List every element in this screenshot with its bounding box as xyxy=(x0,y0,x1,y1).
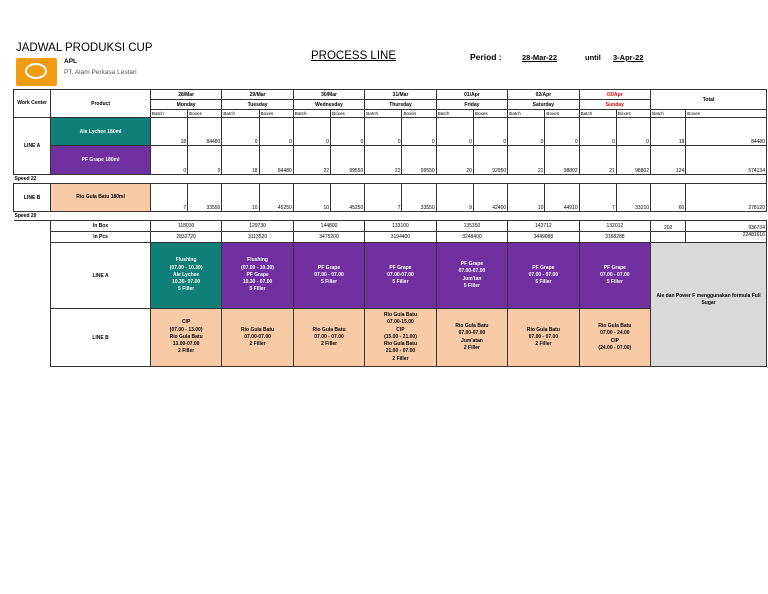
schedule-cell xyxy=(293,243,364,309)
schedule-line-a-label: LINE A xyxy=(51,243,151,309)
production-cell: 0 xyxy=(331,118,365,146)
production-cell: 45250 xyxy=(259,184,293,212)
schedule-line: Rio Gula Batu xyxy=(455,323,489,330)
process-title: PROCESS LINE xyxy=(311,50,396,62)
period-label: Period : xyxy=(470,52,502,62)
schedule-line: 07.00-07.00 xyxy=(458,330,486,337)
document-title: JADWAL PRODUKSI CUP xyxy=(16,42,153,54)
schedule-line: 07.00 - 07.00 xyxy=(314,271,344,278)
schedule-line: 2 Filler xyxy=(320,341,338,348)
production-cell: 10 xyxy=(293,184,330,212)
batch-subheader: Batch xyxy=(293,110,330,118)
day-date: 30/Mar xyxy=(293,90,364,100)
batch-subheader: Batch xyxy=(436,110,473,118)
schedule-line: (07.00 - 10.30) xyxy=(241,264,274,271)
total-batch: 60 xyxy=(651,184,686,212)
period-to: 3-Apr-22 xyxy=(613,53,644,62)
formula-note-text: Ale dan Power F menggunakan formula Full Sugar xyxy=(656,293,761,306)
until-label: until xyxy=(585,53,601,62)
schedule-line: Jum'atan xyxy=(461,337,483,344)
schedule-line: 5 Filler xyxy=(463,282,480,289)
day-date: 31/Mar xyxy=(365,90,436,100)
production-cell: 21 xyxy=(508,146,545,175)
production-cell: 98802 xyxy=(616,146,650,175)
schedule-line: Jum'tan xyxy=(462,275,482,282)
schedule-line: PF Grape xyxy=(389,264,412,271)
boxes-subheader: Boxes xyxy=(331,110,365,118)
schedule-line: CIP xyxy=(610,337,619,344)
day-name: Tuesday xyxy=(222,100,293,110)
production-cell: 0 xyxy=(365,118,402,146)
production-cell: 0 xyxy=(473,118,507,146)
production-cell: 0 xyxy=(436,118,473,146)
day-date: 01/Apr xyxy=(436,90,507,100)
schedule-line: CIP xyxy=(396,326,405,333)
production-cell: 42400 xyxy=(473,184,507,212)
production-cell: 33550 xyxy=(402,184,436,212)
schedule-line: 07.00 - 24.00 xyxy=(600,330,630,337)
schedule-line: 2 Filler xyxy=(463,344,480,351)
schedule-cell xyxy=(293,309,364,367)
production-cell: 0 xyxy=(150,146,187,175)
production-cell: 20 xyxy=(436,146,473,175)
product-pf-grape: PF Grape 180ml xyxy=(51,146,151,175)
speed-line-a: Speed 22 xyxy=(14,175,151,184)
schedule-line-b-label: LINE B xyxy=(51,309,151,367)
batch-subheader: Batch xyxy=(365,110,402,118)
schedule-cell xyxy=(436,309,507,367)
in-box-value: 144800 xyxy=(293,221,364,232)
line-a-label: LINE A xyxy=(14,118,51,175)
production-cell: 0 xyxy=(508,118,545,146)
schedule-line: 10.30- 07.00 xyxy=(172,279,201,286)
day-name: Thursday xyxy=(365,100,436,110)
in-pcs-value: 3449088 xyxy=(508,232,579,243)
schedule-line: Rio Gula Batu xyxy=(383,341,417,348)
schedule-cell xyxy=(579,309,650,367)
boxes-subheader: Boxes xyxy=(616,110,650,118)
schedule-line: (15.00 - 21.00) xyxy=(384,333,417,340)
production-cell: 7 xyxy=(365,184,402,212)
production-cell: 9 xyxy=(436,184,473,212)
day-name: Monday xyxy=(150,100,221,110)
schedule-line: Flushing xyxy=(247,257,268,264)
product-ale-lychee: Ale Lychee 180ml xyxy=(51,118,151,146)
schedule-line: 07.00-15.00 xyxy=(387,319,414,326)
schedule-line: (07.00 - 10.30) xyxy=(169,264,203,271)
schedule-line: Rio Gula Batu xyxy=(598,323,632,330)
day-name: Friday xyxy=(436,100,507,110)
schedule-line: PF Grape xyxy=(603,264,626,271)
schedule-cell xyxy=(508,243,579,309)
boxes-subheader: Boxes xyxy=(686,110,767,118)
schedule-line: CIP xyxy=(181,319,191,326)
schedule-line: 5 Filler xyxy=(249,286,266,293)
schedule-line: Flushing xyxy=(175,257,197,264)
schedule-cell xyxy=(365,309,436,367)
production-cell: 45250 xyxy=(331,184,365,212)
schedule-line: 5 Filler xyxy=(535,279,552,286)
boxes-subheader: Boxes xyxy=(402,110,436,118)
total-batch: 124 xyxy=(651,146,686,175)
production-cell: 18 xyxy=(150,118,187,146)
production-cell: 0 xyxy=(579,118,616,146)
production-cell: 33550 xyxy=(188,184,222,212)
schedule-line: 2 Filler xyxy=(178,348,195,355)
work-center-header: Work Center xyxy=(14,90,51,118)
schedule-cell xyxy=(508,309,579,367)
schedule-line: 07.00 - 07.00 xyxy=(528,333,559,340)
in-box-total-b: 936734 xyxy=(686,221,767,232)
schedule-line: (24.00 - 07.00) xyxy=(598,344,632,351)
day-date: 03/Apr xyxy=(579,90,650,100)
schedule-line: 2 Filler xyxy=(392,355,409,362)
schedule-cell xyxy=(150,309,221,367)
schedule-cell xyxy=(222,243,293,309)
schedule-line: PF Grape xyxy=(460,261,484,268)
company-name: PT. Alam Perkasa Lestari xyxy=(64,69,137,76)
in-box-value: 132012 xyxy=(579,221,650,232)
schedule-line: 07.00-07.00 xyxy=(458,268,486,275)
batch-subheader: Batch xyxy=(222,110,259,118)
in-box-label: In Box xyxy=(51,221,151,232)
schedule-cell xyxy=(436,243,507,309)
boxes-subheader: Boxes xyxy=(545,110,579,118)
production-cell: 7 xyxy=(150,184,187,212)
production-cell: 0 xyxy=(259,118,293,146)
schedule-cell xyxy=(365,243,436,309)
production-cell: 22 xyxy=(365,146,402,175)
batch-subheader: Batch xyxy=(579,110,616,118)
schedule-line: Rio Gula Batu xyxy=(241,326,275,333)
total-batch: 18 xyxy=(651,118,686,146)
total-boxes: 84480 xyxy=(686,118,767,146)
company-short-name: APL xyxy=(64,58,77,65)
day-date: 28/Mar xyxy=(150,90,221,100)
schedule-line: 10.30 - 07.00 xyxy=(242,279,273,286)
schedule-line: 5 Filler xyxy=(606,279,623,286)
schedule-line: PF Grape xyxy=(317,264,341,271)
day-date: 02/Apr xyxy=(508,90,579,100)
day-date: 29/Mar xyxy=(222,90,293,100)
production-cell: 92950 xyxy=(473,146,507,175)
production-schedule-table xyxy=(13,89,767,367)
boxes-subheader: Boxes xyxy=(473,110,507,118)
total-boxes: 278120 xyxy=(686,184,767,212)
schedule-line: 5 Filler xyxy=(178,286,195,293)
in-pcs-value: 3475200 xyxy=(293,232,364,243)
day-name: Wednesday xyxy=(293,100,364,110)
in-box-value: 143712 xyxy=(508,221,579,232)
schedule-line: PF Grape xyxy=(532,264,555,271)
line-b-label: LINE B xyxy=(14,184,51,212)
schedule-line: 13.00-07.00 xyxy=(172,341,200,348)
day-name: Sunday xyxy=(579,100,650,110)
in-pcs-label: In Pcs xyxy=(51,232,151,243)
in-box-value: 133100 xyxy=(365,221,436,232)
schedule-line: Rio Gula Batu xyxy=(312,326,346,333)
production-cell: 10 xyxy=(222,184,259,212)
production-cell: 44910 xyxy=(545,184,579,212)
schedule-line: 07.00 - 07.00 xyxy=(528,271,559,278)
production-cell: 99550 xyxy=(331,146,365,175)
product-rio-gula-batu: Rio Gula Batu 180ml xyxy=(51,184,151,212)
schedule-line: 07.00-07.00 xyxy=(387,271,414,278)
production-cell: 21 xyxy=(579,146,616,175)
batch-subheader: Batch xyxy=(150,110,187,118)
production-cell: 84480 xyxy=(188,118,222,146)
total-boxes: 574134 xyxy=(686,146,767,175)
production-cell: 0 xyxy=(293,118,330,146)
production-cell: 7 xyxy=(579,184,616,212)
in-pcs-value: 2832720 xyxy=(150,232,221,243)
batch-subheader: Batch xyxy=(508,110,545,118)
schedule-cell xyxy=(579,243,650,309)
formula-note xyxy=(651,243,767,367)
schedule-line: (07.00 - 13.00) xyxy=(169,326,203,333)
company-logo-icon xyxy=(16,58,57,86)
speed-line-b: Speed 20 xyxy=(14,212,151,221)
day-name: Saturday xyxy=(508,100,579,110)
schedule-line: 07.00-07.00 xyxy=(244,333,271,340)
production-cell: 0 xyxy=(402,118,436,146)
schedule-line: Rio Gula Batu xyxy=(526,326,560,333)
in-box-total-a: 202 xyxy=(651,221,686,232)
in-pcs-value: 3113520 xyxy=(222,232,293,243)
period-from: 28-Mar-22 xyxy=(522,53,558,62)
product-header: Product xyxy=(51,90,151,118)
in-box-value: 135350 xyxy=(436,221,507,232)
batch-subheader: Batch xyxy=(651,110,686,118)
schedule-line: Rio Gula Batu xyxy=(169,333,203,340)
production-cell: 0 xyxy=(616,118,650,146)
production-cell: 33210 xyxy=(616,184,650,212)
production-cell: 10 xyxy=(508,184,545,212)
production-cell: 22 xyxy=(293,146,330,175)
production-cell: 0 xyxy=(545,118,579,146)
schedule-cell xyxy=(222,309,293,367)
in-pcs-value: 3194400 xyxy=(365,232,436,243)
production-cell: 0 xyxy=(222,118,259,146)
production-cell: 84480 xyxy=(259,146,293,175)
production-cell: 18 xyxy=(222,146,259,175)
schedule-line: 07.00 - 07.00 xyxy=(600,271,630,278)
schedule-line: Ale Lychee xyxy=(173,271,200,278)
in-pcs-total: 22481616 xyxy=(686,232,767,243)
in-box-value: 118030 xyxy=(150,221,221,232)
boxes-subheader: Boxes xyxy=(259,110,293,118)
production-cell: 0 xyxy=(188,146,222,175)
schedule-line: Rio Gula Batu xyxy=(383,312,417,319)
production-cell: 99550 xyxy=(402,146,436,175)
schedule-line: 5 Filler xyxy=(320,279,338,286)
in-pcs-value: 3248400 xyxy=(436,232,507,243)
schedule-cell xyxy=(150,243,221,309)
total-header: Total xyxy=(651,90,767,110)
production-cell: 98802 xyxy=(545,146,579,175)
in-pcs-value: 3168288 xyxy=(579,232,650,243)
schedule-line: 2 Filler xyxy=(535,341,552,348)
schedule-line: 2 Filler xyxy=(249,341,266,348)
schedule-line: 5 Filler xyxy=(392,279,409,286)
boxes-subheader: Boxes xyxy=(188,110,222,118)
schedule-line: 07.00 - 07.00 xyxy=(314,333,344,340)
schedule-line: PF Grape xyxy=(246,271,269,278)
schedule-line: 21.00 - 07.00 xyxy=(385,348,416,355)
in-box-value: 129730 xyxy=(222,221,293,232)
